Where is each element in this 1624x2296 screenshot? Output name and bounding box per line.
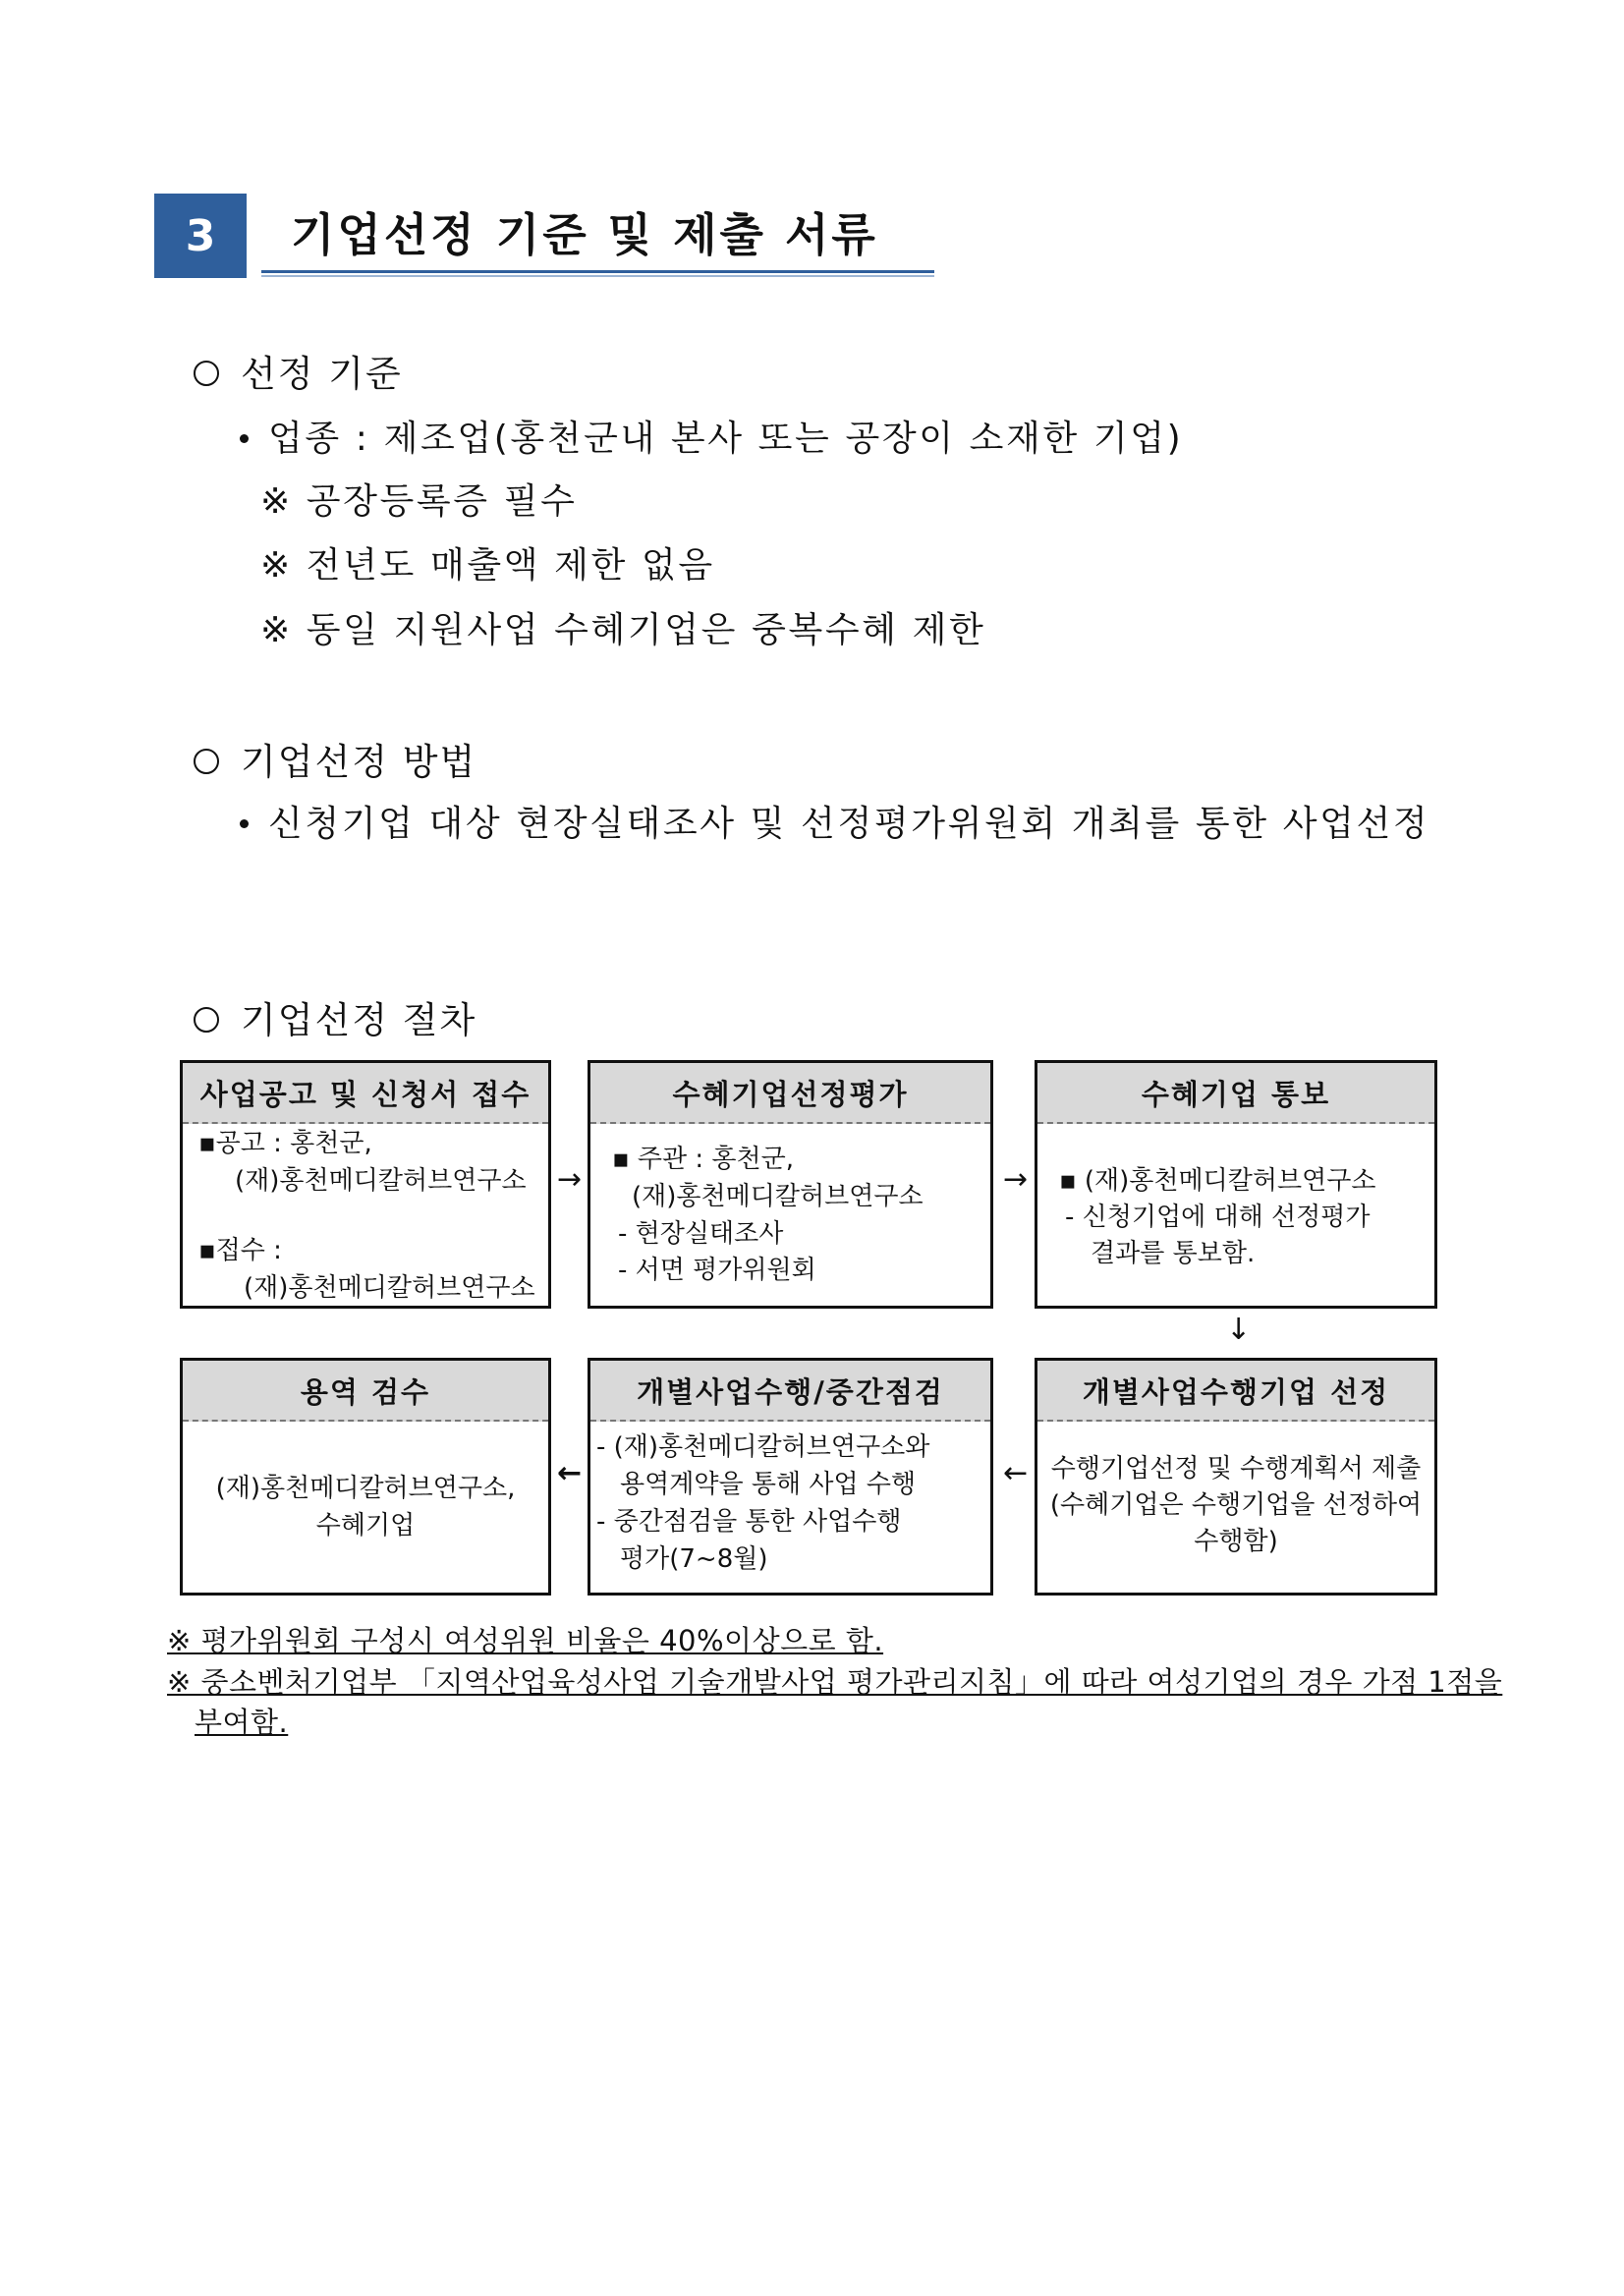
- flow-box-line: ▪공고 : 홍천군,: [198, 1129, 372, 1158]
- circle-bullet-icon: [194, 749, 219, 774]
- flow-box-line: - 현장실태조사: [618, 1219, 784, 1249]
- flow-box-title: 사업공고 및 신청서 접수: [183, 1063, 548, 1124]
- footnote: 부여함.: [195, 1706, 289, 1739]
- flow-arrow-right: →: [1003, 1162, 1029, 1197]
- circle-bullet-icon: [194, 361, 219, 386]
- flow-box-line: 평가(7~8월): [620, 1544, 768, 1574]
- flow-box-line: ▪ 주관 : 홍천군,: [612, 1145, 795, 1174]
- flow-box-contractor-selection: [1035, 1358, 1437, 1596]
- method-item-text: 신청기업 대상 현장실태조사 및 선정평가위원회 개최를 통한 사업선정: [268, 804, 1430, 844]
- footnote: ※ 평가위원회 구성시 여성위원 비율은 40%이상으로 함.: [167, 1624, 884, 1657]
- procedure-heading-text: 기업선정 절차: [241, 999, 477, 1041]
- criteria-note: ※ 공장등록증 필수: [260, 481, 578, 522]
- flow-box-line: ▪ (재)홍천메디칼허브연구소: [1059, 1166, 1376, 1196]
- criteria-heading-text: 선정 기준: [241, 353, 403, 395]
- flow-box-title: 수혜기업선정평가: [590, 1063, 990, 1124]
- flow-box-title: 용역 검수: [183, 1361, 548, 1422]
- flow-box-title: 수혜기업 통보: [1037, 1063, 1434, 1124]
- bullet-icon: [240, 434, 249, 443]
- flow-box-line: - 중간점검을 통한 사업수행: [596, 1507, 902, 1537]
- flow-box-notification: [1035, 1060, 1437, 1309]
- flow-box-line: (재)홍천메디칼허브연구소,: [215, 1474, 516, 1503]
- title-underline-light: [261, 275, 934, 277]
- method-heading: [194, 732, 476, 785]
- flow-box-announcement: [180, 1060, 551, 1309]
- criteria-industry-text: 업종 : 제조업(홍천군내 본사 또는 공장이 소재한 기업): [268, 419, 1184, 459]
- criteria-note: ※ 전년도 매출액 제한 없음: [260, 545, 715, 586]
- flow-box-line: 수혜기업: [315, 1511, 416, 1540]
- flow-box-line: 용역계약을 통해 사업 수행: [620, 1470, 917, 1499]
- flow-box-line: 결과를 통보함.: [1091, 1239, 1256, 1268]
- procedure-heading: [194, 990, 476, 1043]
- bullet-icon: [240, 819, 249, 828]
- flow-box-line: - (재)홍천메디칼허브연구소와: [596, 1432, 930, 1462]
- method-heading-text: 기업선정 방법: [241, 741, 477, 783]
- flow-box-line: - 서면 평가위원회: [618, 1256, 816, 1285]
- circle-bullet-icon: [194, 1007, 219, 1033]
- flow-arrow-down: ↓: [1226, 1313, 1252, 1347]
- flow-box-line: (재)홍천메디칼허브연구소: [632, 1182, 924, 1211]
- flow-arrow-left: ←: [1003, 1456, 1029, 1490]
- criteria-note: ※ 동일 지원사업 수혜기업은 중복수혜 제한: [260, 610, 986, 650]
- flow-box-evaluation: [588, 1060, 993, 1309]
- flow-arrow-left: ←: [557, 1456, 583, 1490]
- flow-box-line: (수혜기업은 수행기업을 선정하여: [1049, 1490, 1423, 1520]
- flow-box-title: 개별사업수행기업 선정: [1037, 1361, 1434, 1422]
- title-underline: [261, 270, 934, 273]
- flow-box-inspection: [180, 1358, 551, 1596]
- flow-box-execution: [588, 1358, 993, 1596]
- flow-box-line: (재)홍천메디칼허브연구소: [235, 1166, 527, 1196]
- flow-box-line: 수행함): [1194, 1527, 1278, 1556]
- method-item: [240, 796, 1429, 846]
- flow-box-line: - 신청기업에 대해 선정평가: [1065, 1203, 1371, 1232]
- section-title: 기업선정 기준 및 제출 서류: [291, 208, 878, 261]
- flow-box-line: 수행기업선정 및 수행계획서 제출: [1050, 1454, 1422, 1484]
- criteria-heading: [194, 344, 403, 397]
- section-number-badge: 3: [154, 194, 247, 278]
- flow-box-title: 개별사업수행/중간점검: [590, 1361, 990, 1422]
- flow-box-line: ▪접수 :: [198, 1236, 282, 1265]
- footnote: ※ 중소벤처기업부 「지역산업육성사업 기술개발사업 평가관리지침」에 따라 여성기업의 경우 가점 1점을: [167, 1665, 1503, 1699]
- criteria-industry: [240, 411, 1183, 461]
- flow-box-line: (재)홍천메디칼허브연구소: [244, 1273, 535, 1303]
- flow-arrow-right: →: [557, 1162, 583, 1197]
